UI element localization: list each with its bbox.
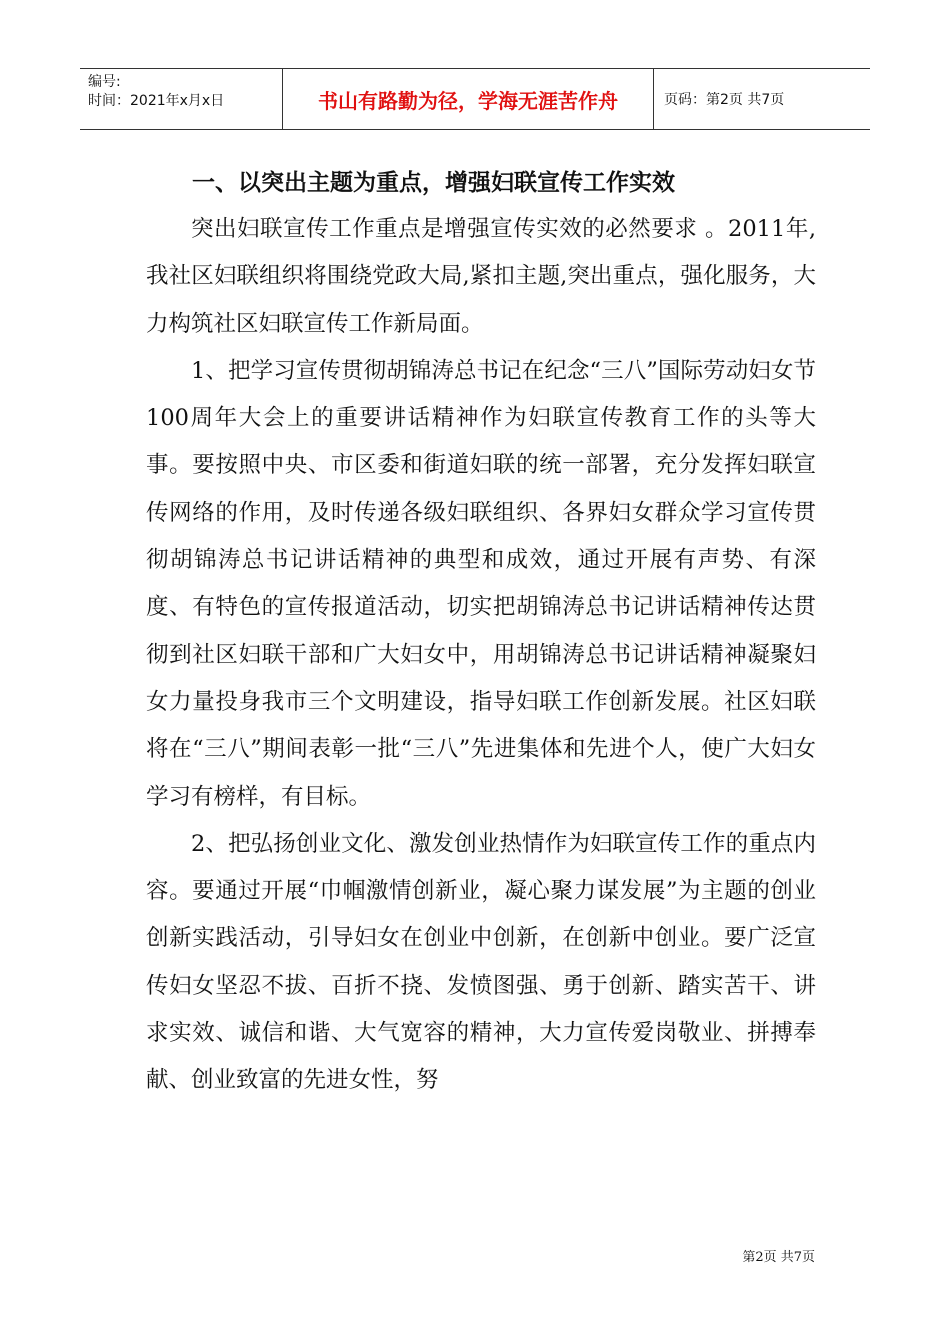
header-motto: 书山有路勤为径，学海无涯苦作舟 [282,69,654,129]
header-page-info: 页码：第2页 共7页 [664,92,785,108]
page-footer: 第2页 共7页 [742,1250,815,1265]
number-label: 编号: [88,74,121,90]
time-label: 时间：2021年x月x日 [88,93,225,109]
page-header [80,68,870,130]
header-meta [80,69,282,129]
paragraph-intro: 突出妇联宣传工作重点是增强宣传实效的必然要求 。2011年,我社区妇联组织将围绕党政大局,紧扣主题,突出重点，强化服务，大力构筑社区妇联宣传工作新局面。 [146,216,816,337]
paragraph-item-2: 2、把弘扬创业文化、激发创业热情作为妇联宣传工作的重点内容。要通过开展“巾帼激情创新业，凝心聚力谋发展”为主题的创业创新实践活动，引导妇女在创业中创新，在创新中创业。要广泛宣传妇女坚忍不拔、百折不挠、发愤图强、勇于创新、踏实苦干、讲求实效、诚信和谐、大气宽容的精神，大力宣传爱岗敬业、拼搏奉献、创业致富的先进女性，努 [146,830,816,1094]
document-body [146,160,816,1105]
paragraph-item-1: 1、把学习宣传贯彻胡锦涛总书记在纪念“三八”国际劳动妇女节100周年大会上的重要讲话精神作为妇联宣传教育工作的头等大事。要按照中央、市区委和街道妇联的统一部署，充分发挥妇联宣传网络的作用，及时传递各级妇联组织、各界妇女群众学习宣传贯彻胡锦涛总书记讲话精神的典型和成效，通过开展有声势、有深度、有特色的宣传报道活动，切实把胡锦涛总书记讲话精神传达贯彻到社区妇联干部和广大妇女中，用胡锦涛总书记讲话精神凝聚妇女力量投身我市三个文明建设，指导妇联工作创新发展。社区妇联将在“三八”期间表彰一批“三八”先进集体和先进个人，使广大妇女学习有榜样，有目标。 [146,357,816,810]
section-heading: 一、以突出主题为重点，增强妇联宣传工作实效 [192,170,675,196]
